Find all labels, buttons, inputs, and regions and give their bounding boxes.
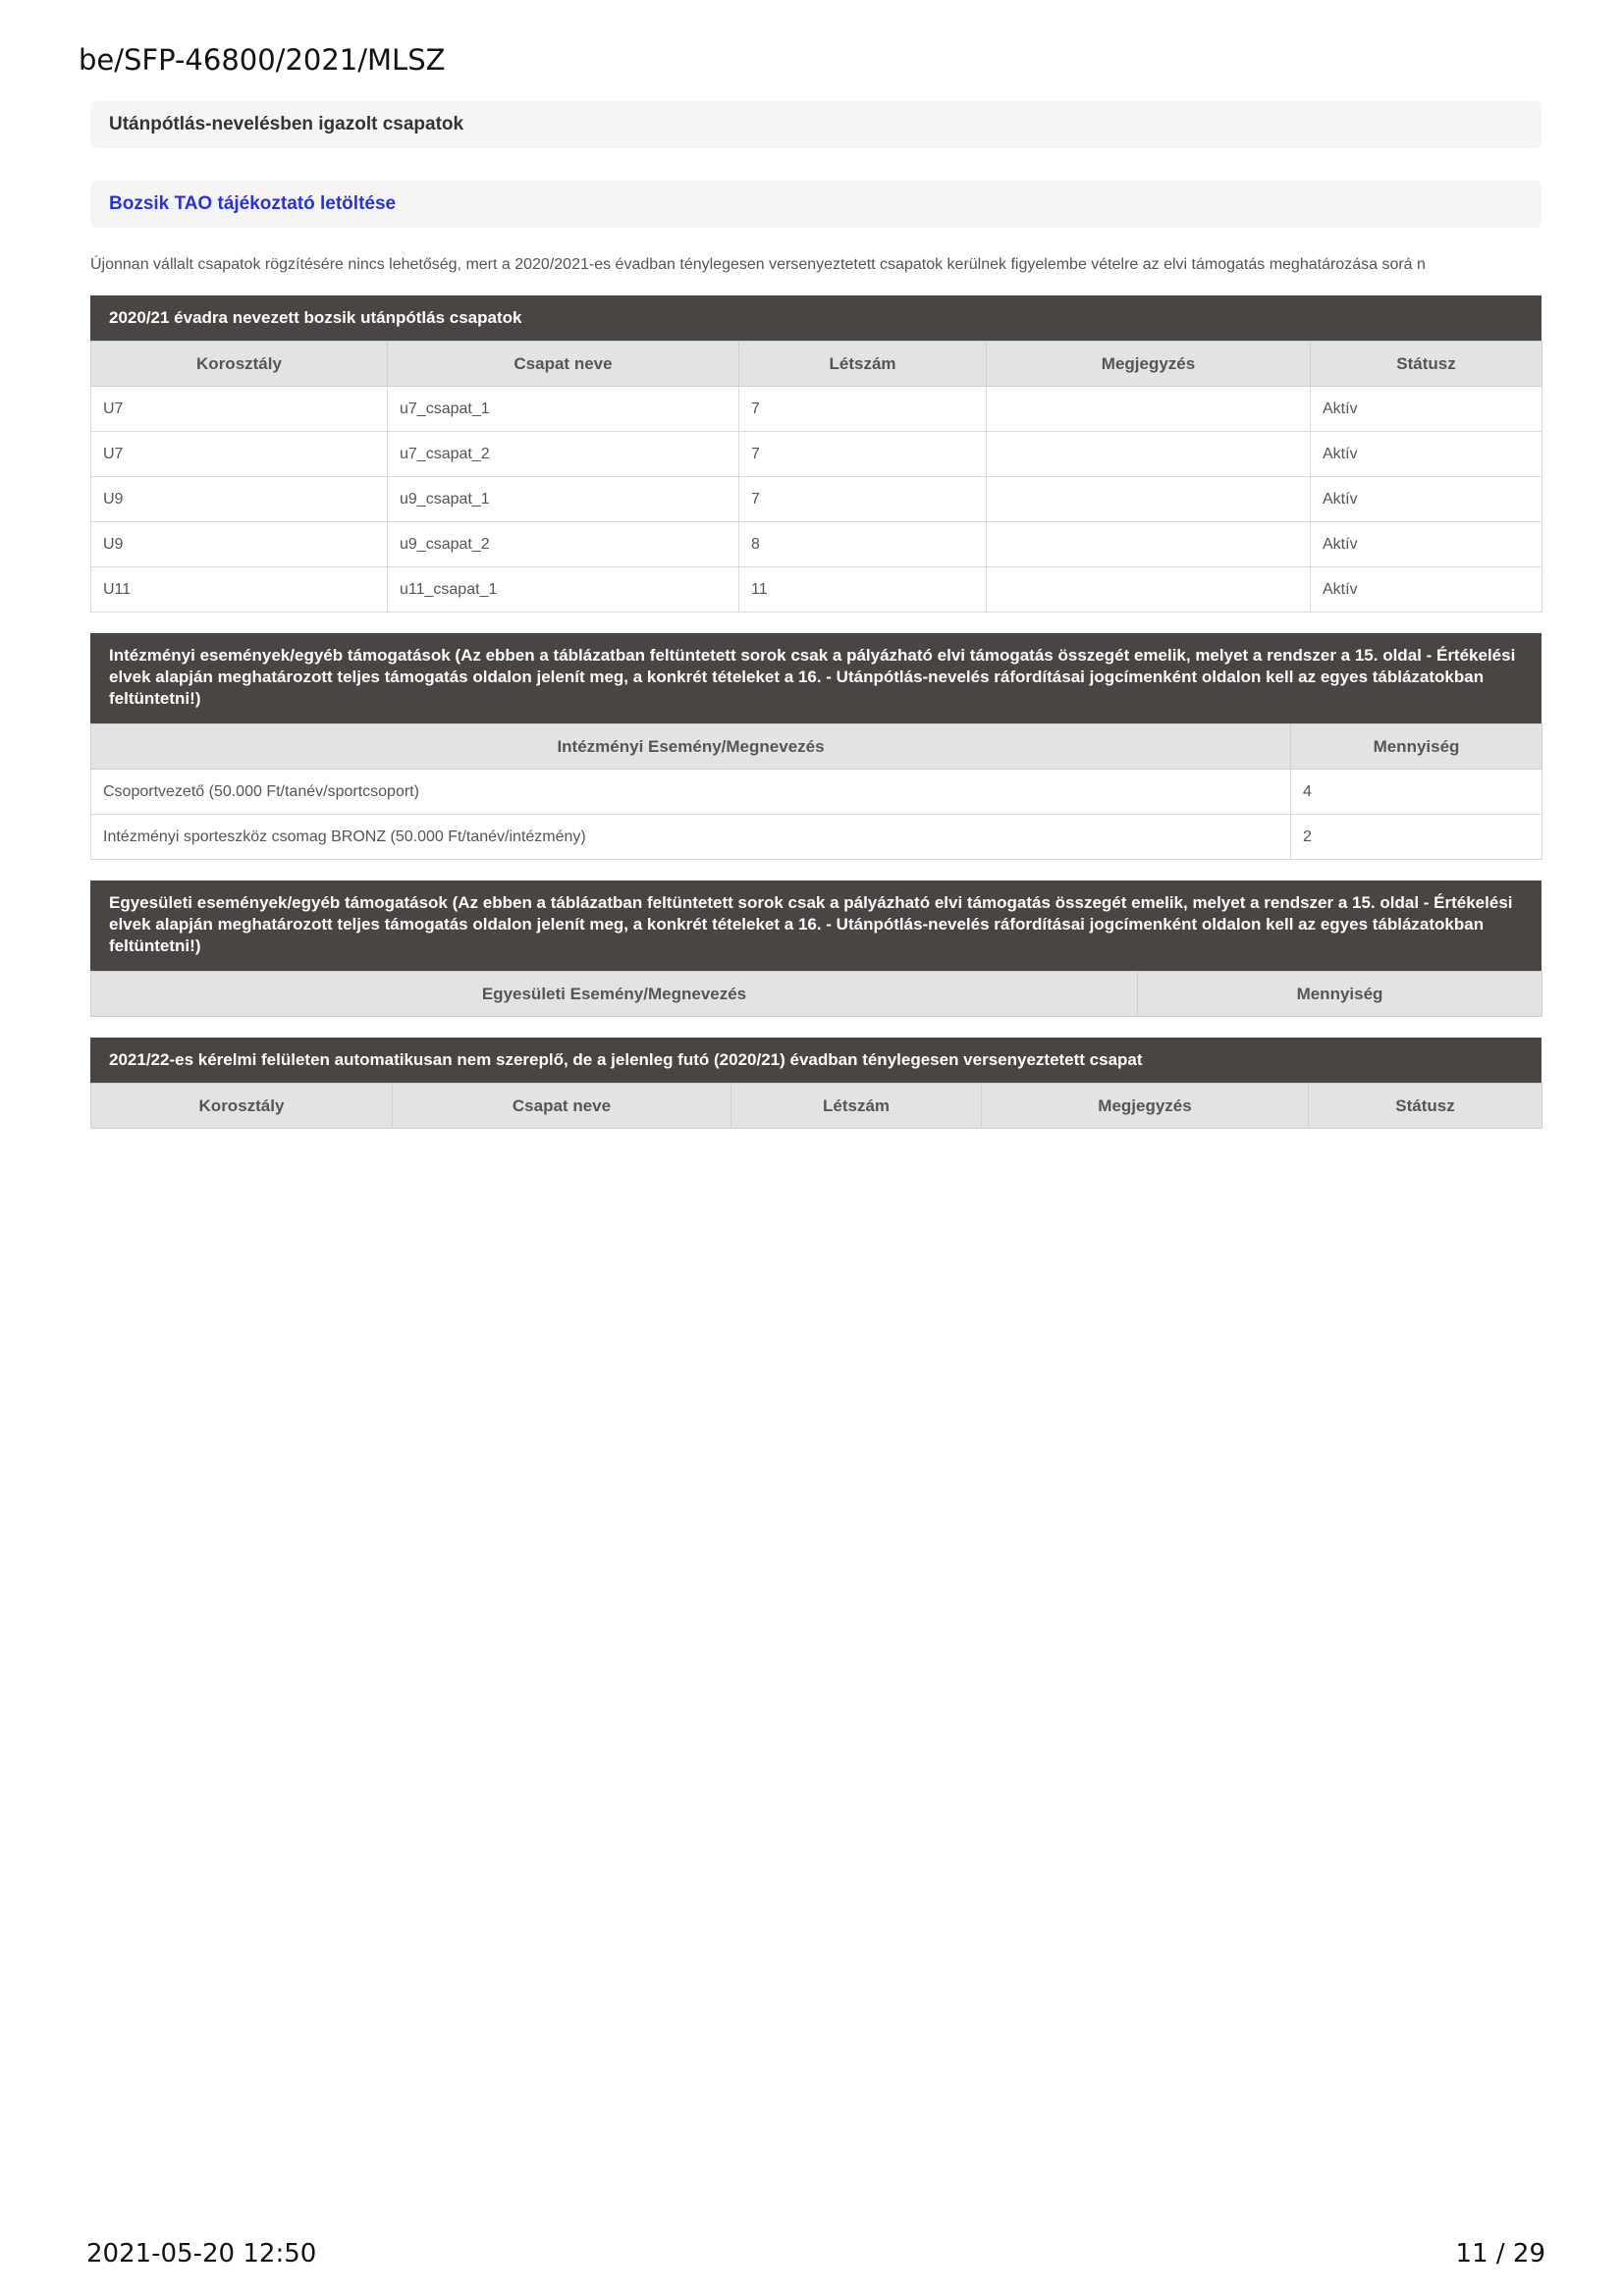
headcount-cell: 7: [739, 387, 987, 432]
note-cell: [987, 522, 1311, 567]
note-cell: [987, 477, 1311, 522]
table-row: [91, 432, 1542, 477]
column-header: Mennyiség: [1138, 972, 1542, 1017]
headcount-cell: 7: [739, 477, 987, 522]
age-group-cell: U9: [91, 522, 388, 567]
column-header: Létszám: [739, 342, 987, 387]
status-cell: Aktív: [1311, 522, 1542, 567]
column-header: Megjegyzés: [982, 1084, 1309, 1129]
status-cell: Aktív: [1311, 432, 1542, 477]
column-header: Korosztály: [91, 342, 388, 387]
team-name-cell: u11_csapat_1: [388, 567, 739, 613]
verified-teams-panel[interactable]: Utánpótlás-nevelésben igazolt csapatok: [90, 101, 1542, 148]
age-group-cell: U9: [91, 477, 388, 522]
column-header: Csapat neve: [388, 342, 739, 387]
headcount-cell: 11: [739, 567, 987, 613]
status-cell: Aktív: [1311, 477, 1542, 522]
age-group-cell: U7: [91, 387, 388, 432]
document-id: be/SFP-46800/2021/MLSZ: [79, 43, 446, 77]
status-cell: Aktív: [1311, 567, 1542, 613]
note-cell: [987, 387, 1311, 432]
institutional-table: [90, 723, 1542, 860]
table-header-row: [91, 724, 1542, 770]
team-name-cell: u9_csapat_2: [388, 522, 739, 567]
missing-teams-table: [90, 1083, 1542, 1129]
event-name-cell: Intézményi sporteszköz csomag BRONZ (50.000 Ft/tanév/intézmény): [91, 815, 1291, 860]
main-content: [90, 101, 1542, 1129]
age-group-cell: U7: [91, 432, 388, 477]
column-header: Egyesületi Esemény/Megnevezés: [91, 972, 1138, 1017]
footer-timestamp: 2021-05-20 12:50: [86, 2239, 317, 2269]
quantity-cell: 2: [1291, 815, 1542, 860]
status-cell: Aktív: [1311, 387, 1542, 432]
headcount-cell: 8: [739, 522, 987, 567]
missing-teams-section: [90, 1038, 1542, 1129]
teams-section: [90, 295, 1542, 613]
notice-text: Újonnan vállalt csapatok rögzítésére nincs lehetőség, mert a 2020/2021-es évadban ténylegesen versenyeztetett csapatok kerülnek figyelembe vételre az elvi támogatás meghatározása sorá n: [90, 256, 1426, 273]
note-cell: [987, 432, 1311, 477]
institutional-section: [90, 633, 1542, 860]
teams-table: [90, 341, 1542, 613]
missing-teams-table-title: 2021/22-es kérelmi felületen automatikusan nem szereplő, de a jelenleg futó (2020/21) évadban ténylegesen versenyeztetett csapat: [90, 1038, 1542, 1083]
table-header-row: [91, 342, 1542, 387]
table-row: [91, 387, 1542, 432]
institutional-table-title: Intézményi események/egyéb támogatások (Az ebben a táblázatban feltüntetett sorok csak a pályázható elvi támogatás összegét emelik, melyet a rendszer a 15. oldal - Értékelési elvek alapján meghatározott teljes támogatás oldalon jelenít meg, a konkrét tételeket a 16. - Utánpótlás-nevelés ráfordításai jogcímenként oldalon kell az egyes táblázatokban feltüntetni!): [90, 633, 1542, 723]
column-header: Státusz: [1309, 1084, 1542, 1129]
team-name-cell: u9_csapat_1: [388, 477, 739, 522]
table-header-row: [91, 972, 1542, 1017]
team-name-cell: u7_csapat_2: [388, 432, 739, 477]
club-table: [90, 971, 1542, 1017]
column-header: Mennyiség: [1291, 724, 1542, 770]
column-header: Intézményi Esemény/Megnevezés: [91, 724, 1291, 770]
quantity-cell: 4: [1291, 770, 1542, 815]
bozsik-download-link[interactable]: Bozsik TAO tájékoztató letöltése: [90, 181, 1542, 228]
age-group-cell: U11: [91, 567, 388, 613]
table-row: [91, 770, 1542, 815]
event-name-cell: Csoportvezető (50.000 Ft/tanév/sportcsoport): [91, 770, 1291, 815]
headcount-cell: 7: [739, 432, 987, 477]
column-header: Létszám: [731, 1084, 982, 1129]
column-header: Csapat neve: [393, 1084, 731, 1129]
table-row: [91, 522, 1542, 567]
table-row: [91, 477, 1542, 522]
table-row: [91, 567, 1542, 613]
column-header: Státusz: [1311, 342, 1542, 387]
club-section: [90, 881, 1542, 1017]
teams-table-title: 2020/21 évadra nevezett bozsik utánpótlás csapatok: [90, 295, 1542, 341]
club-table-title: Egyesületi események/egyéb támogatások (Az ebben a táblázatban feltüntetett sorok csak a pályázható elvi támogatás összegét emelik, melyet a rendszer a 15. oldal - Értékelési elvek alapján meghatározott teljes támogatás oldalon jelenít meg, a konkrét tételeket a 16. - Utánpótlás-nevelés ráfordításai jogcímenként oldalon kell az egyes táblázatokban feltüntetni!): [90, 881, 1542, 971]
table-header-row: [91, 1084, 1542, 1129]
table-row: [91, 815, 1542, 860]
column-header: Korosztály: [91, 1084, 393, 1129]
footer-page-number: 11 / 29: [1455, 2239, 1545, 2269]
column-header: Megjegyzés: [987, 342, 1311, 387]
note-cell: [987, 567, 1311, 613]
team-name-cell: u7_csapat_1: [388, 387, 739, 432]
